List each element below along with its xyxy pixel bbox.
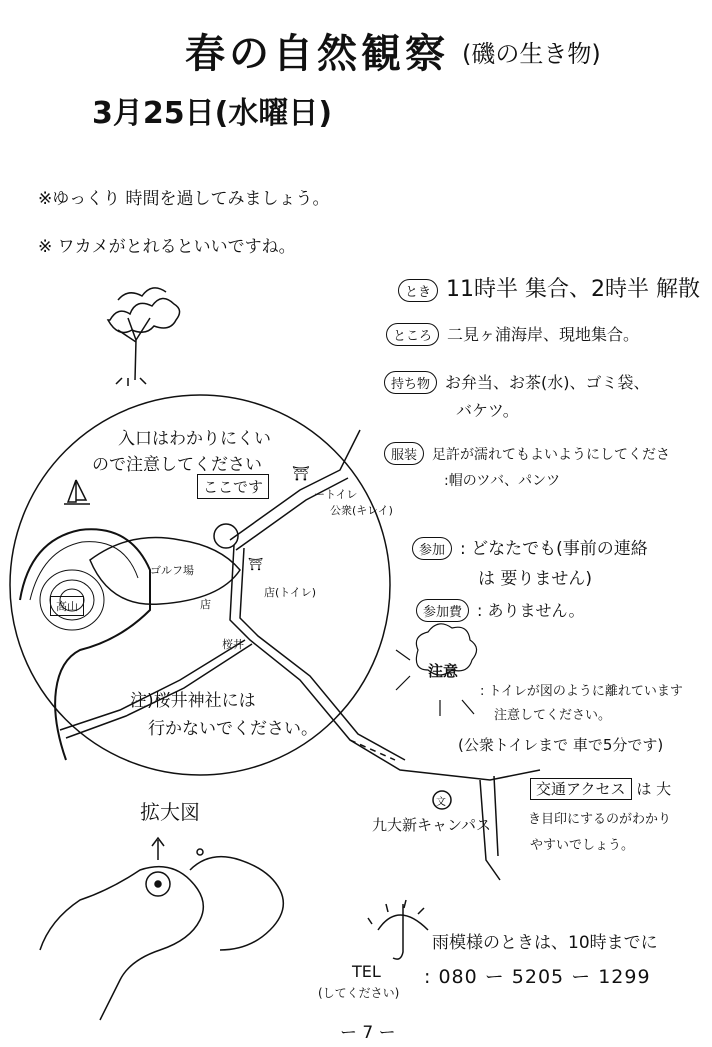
info-join <box>412 534 648 560</box>
time-tag: とき <box>398 279 438 302</box>
umbrella-icon <box>368 900 428 959</box>
public-toilet-label: 公衆(キレイ) <box>330 504 393 517</box>
golf-label: ゴルフ場 <box>150 564 194 577</box>
note-wakame: ※ ワカメがとれるといいですね。 <box>38 237 296 257</box>
roads <box>60 430 540 880</box>
clothes-text: 足許が濡れてもよいようにしてくださ <box>432 447 671 463</box>
place-tag: ところ <box>386 323 439 346</box>
info-items <box>384 370 650 394</box>
access-line3: やすいでしょう。 <box>530 838 635 853</box>
info-fee <box>416 598 584 622</box>
info-access <box>530 778 671 799</box>
sailboat-icon <box>64 480 90 504</box>
tel-sub: (してください) <box>318 986 400 1000</box>
page-number: ー 7 ー <box>340 1023 396 1043</box>
join-text: : どなたでも(事前の連絡 <box>460 539 648 559</box>
toilet-label: ートイレ <box>314 488 358 501</box>
enlarged-map-title: 拡大図 <box>140 800 200 824</box>
info-place <box>386 322 639 346</box>
shrine-note-line1: 注)桜井神社には <box>130 691 256 711</box>
info-clothes <box>384 442 670 465</box>
items-line2: バケツ。 <box>456 401 519 420</box>
entrance-note-line1: 入口はわかりにくい <box>118 429 271 449</box>
items-tag: 持ち物 <box>384 371 437 394</box>
shrine-note-line2: 行かないでください。 <box>148 719 318 739</box>
time-text: 11時半 集合、2時半 解散 <box>446 277 700 302</box>
caution-line2: 注意してください。 <box>494 708 612 723</box>
sakurai-label: 桜井 <box>222 638 244 651</box>
enlarged-map <box>40 838 283 1020</box>
page-title: 春の自然観察 <box>185 31 449 77</box>
items-text: お弁当、お茶(水)、ゴミ袋、 <box>445 373 650 392</box>
note-relax: ※ゆっくり 時間を過してみましょう。 <box>38 189 330 209</box>
join-line2: は 要りません) <box>478 569 593 589</box>
campus-label: 九大新キャンパス <box>372 816 491 834</box>
tree-icon <box>108 288 180 386</box>
entrance-note-line2: ので注意してください <box>92 455 262 475</box>
caution-line1: : トイレが図のように離れています <box>480 684 683 699</box>
event-date: 3月25日(水曜日) <box>92 96 333 131</box>
fee-tag: 参加費 <box>416 599 469 622</box>
mountain-label: 高山 <box>50 596 84 616</box>
coastline <box>20 529 150 760</box>
join-tag: 参加 <box>412 537 452 560</box>
shop-label: 店 <box>200 598 211 611</box>
torii-icon: ⛩ <box>292 466 310 482</box>
page-subtitle: (磯の生き物) <box>462 40 601 68</box>
svg-text:文: 文 <box>436 797 446 808</box>
caution-line3: (公衆トイレまで 車で5分です) <box>458 736 664 754</box>
access-text: は 大 <box>636 780 672 798</box>
shop-toilet-label: 店(トイレ) <box>264 586 317 599</box>
fee-text: : ありません。 <box>477 601 585 620</box>
place-text: 二見ヶ浦海岸、現地集合。 <box>447 325 640 344</box>
tel-label: TEL <box>352 962 381 981</box>
rain-note: 雨模様のときは、10時までに <box>432 933 658 953</box>
access-box: 交通アクセス <box>530 778 632 800</box>
caution-tag: 注意 <box>428 662 459 680</box>
here-label: ここです <box>197 474 269 499</box>
tel-number: : 080 ー 5205 ー 1299 <box>424 966 651 988</box>
clothes-line2: :帽のツバ、パンツ <box>444 473 561 489</box>
access-line2: き目印にするのがわかり <box>528 812 672 827</box>
info-time <box>398 272 700 303</box>
svg-text:⛩: ⛩ <box>248 557 264 571</box>
clothes-tag: 服装 <box>384 442 424 465</box>
